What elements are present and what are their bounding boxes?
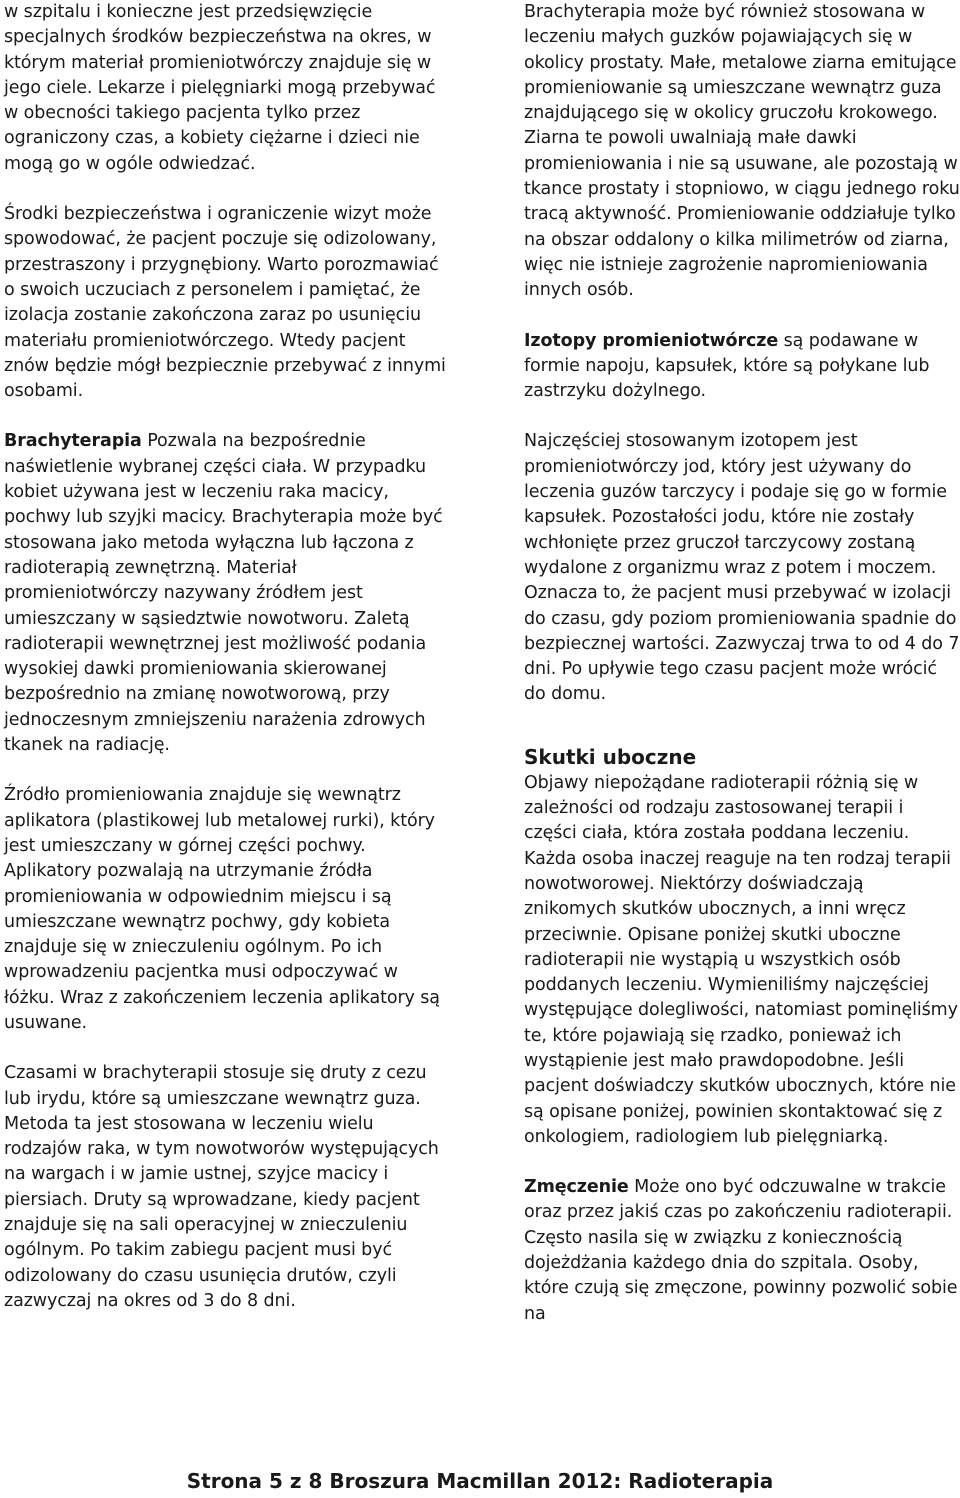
paragraph-wires: Czasami w brachyterapii stosuje się druty z cezu lub irydu, które są umieszczane wewnątrz guza. Metoda ta jest stosowana w leczeniu wielu rodzajów raka, w tym nowotworów występujących na wargach i w jamie ustnej, szyjce macicy i piersiach. Druty są wprowadzane, kiedy pacjent znajduje się na sali operacyjnej w znieczuleniu ogólnym. Po takim zabiegu pacjent musi być odizolowany do czasu usunięcia drutów, czyli zazwyczaj na okres od 3 do 8 dni. [4,1063,439,1311]
paragraph-prostate: Brachyterapia może być również stosowana w leczeniu małych guzków pojawiających się w okolicy prostaty. Małe, metalowe ziarna emitujące promieniowanie są umieszczane wewnątrz guza znajdującego się w okolicy gruczołu krokowego. Ziarna te powoli uwalniają małe dawki promieniowania i nie są usuwane, ale pozostają w tkance prostaty i stopniowo, w ciągu jednego roku tracą aktywność. Promieniowanie oddziałuje tylko na obszar oddalony o kilka milimetrów od ziarna, więc nie istnieje zagrożenie napromieniowania innych osób. [524,2,960,301]
paragraph-isotopes [524,329,960,405]
right-column [524,0,960,1327]
paragraph-isolation-feelings: Środki bezpieczeństwa i ograniczenie wizyt może spowodować, że pacjent poczuje się odizolowany, przestraszony i przygnębiony. Warto porozmawiać o swoich uczuciach z personelem i pamiętać, że izolacja zostanie zakończona zaraz po usunięciu materiału promieniotwórczego. Wtedy pacjent znów będzie mógł bezpiecznie przebywać z innymi osobami. [4,204,446,402]
left-column [4,0,446,1314]
paragraph-fatigue [524,1175,960,1327]
isotopes-text: są podawane w formie napoju, kapsułek, które są połykane lub zastrzyku dożylnego. [524,330,930,402]
paragraph-isolation-intro: w szpitalu i konieczne jest przedsięwzięcie specjalnych środków bezpieczeństwa na okres, w którym materiał promieniotwórczy znajduje się w jego ciele. Lekarze i pielęgniarki mogą przebywać w obecności takiego pacjenta tylko przez ograniczony czas, a kobiety ciężarne i dzieci nie mogą go w ogóle odwiedzać. [4,2,436,174]
paragraph-applicator: Źródło promieniowania znajduje się wewnątrz aplikatora (plastikowej lub metalowej rurki), który jest umieszczany w górnej części pochwy. Aplikatory pozwalają na utrzymanie źródła promieniowania w odpowiednim miejscu i są umieszczane wewnątrz pochwy, gdy kobieta znajduje się w znieczuleniu ogólnym. Po ich wprowadzeniu pacjentka musi odpoczywać w łóżku. Wraz z zakończeniem leczenia aplikatory są usuwane. [4,785,440,1033]
section-heading-side-effects: Skutki uboczne [524,744,697,769]
paragraph-side-effects: Objawy niepożądane radioterapii różnią się w zależności od rodzaju zastosowanej terapii i części ciała, która została poddana leczeniu. Każda osoba inaczej reaguje na ten rodzaj terapii nowotworowej. Niektórzy doświadczają znikomych skutków ubocznych, a inni wręcz przeciwnie. Opisane poniżej skutki uboczne radioterapii nie wystąpią u wszystkich osób poddanych leczeniu. Wymieniliśmy najczęściej występujące dolegliwości, natomiast pominęliśmy te, które pojawiają się rzadko, ponieważ ich wystąpienie jest mało prawdopodobne. Jeśli pacjent doświadczy skutków ubocznych, które nie są opisane poniżej, powinien skontaktować się z onkologiem, radiologiem lub pielęgniarką. [524,772,958,1147]
fatigue-text: Może ono być odczuwalne w trakcie oraz przez jakiś czas po zakończeniu radioterapii. Często nasila się w związku z koniecznością dojeżdżania każdego dnia do szpitala. Osoby, które czują się zmęczone, powinny pozwolić sobie na [524,1177,958,1324]
term-isotopes: Izotopy promieniotwórcze [524,330,779,351]
brachytherapy-text: Pozwala na bezpośrednie naświetlenie wybranej części ciała. W przypadku kobiet używana jest w leczeniu raka macicy, pochwy lub szyjki macicy. Brachyterapia może być stosowana jako metoda wyłączna lub łączona z radioterapią zewnętrzną. Materiał promieniotwórczy nazywany źródłem jest umieszczany w sąsiedztwie nowotworu. Zaletą radioterapii wewnętrznej jest możliwość podania wysokiej dawki promieniowania skierowanej bezpośrednio na zmianę nowotworową, przy jednoczesnym zmniejszeniu narażenia zdrowych tkanek na radiację. [4,431,443,756]
page-footer: Strona 5 z 8 Broszura Macmillan 2012: Radioterapia [186,1469,774,1493]
term-fatigue: Zmęczenie [524,1177,629,1198]
term-brachytherapy: Brachyterapia [4,431,142,452]
paragraph-brachytherapy [4,429,446,758]
paragraph-iodine: Najczęściej stosowanym izotopem jest promieniotwórczy jod, który jest używany do leczenia guzów tarczycy i podaje się go w formie kapsułek. Pozostałości jodu, które nie zostały wchłonięte przez gruczoł tarczycowy zostaną wydalone z organizmu wraz z potem i moczem. Oznacza to, że pacjent musi przebywać w izolacji do czasu, gdy poziom promieniowania spadnie do bezpiecznej wartości. Zazwyczaj trwa to od 4 do 7 dni. Po upływie tego czasu pacjent może wrócić do domu. [524,431,960,705]
